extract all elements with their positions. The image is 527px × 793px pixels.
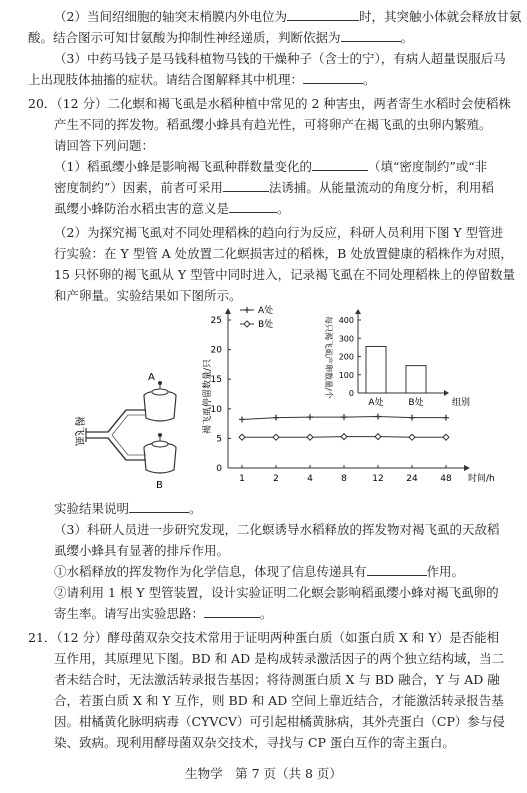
text-span: 和产卵量。实验结果如下图所示。	[54, 288, 242, 303]
data-point-plus	[375, 413, 381, 419]
x-axis-arrow	[464, 465, 470, 471]
text-line	[54, 179, 509, 196]
text-span: 互作用，其原理见下图。BD 和 AD 是构成转录激活因子的两个独立结构域，当二	[54, 651, 505, 666]
line-chart	[201, 304, 495, 484]
text-span: 法诱捕。从能量流动的角度分析，利用稻	[268, 180, 494, 195]
data-point-plus	[239, 416, 245, 422]
text-line	[54, 605, 509, 622]
text-span: 作用。	[426, 564, 465, 579]
text-span: （1）稻虱缨小蜂是影响褐飞虱种群数量变化的	[54, 159, 312, 174]
answer-blank[interactable]	[312, 159, 368, 171]
text-line	[54, 116, 509, 133]
legend-label: A处	[258, 306, 274, 316]
text-line	[54, 650, 509, 667]
x-tick-label: 2	[273, 474, 279, 484]
text-line	[54, 563, 509, 580]
text-span: 21．（12 分）酵母菌双杂交技术常用于证明两种蛋白质（如蛋白质 X 和 Y）是否能相	[28, 630, 500, 645]
data-point-plus	[273, 415, 279, 421]
bar-y-arrow	[355, 309, 361, 314]
text-span: 因。柑橘黄化脉明病毒（CYVCV）可引起柑橘黄脉病，其外壳蛋白（CP）参与侵	[54, 714, 505, 729]
data-point-diamond	[239, 434, 245, 440]
text-line	[54, 266, 516, 283]
text-span: 虱缨小蜂防治水稻虫害的意义是	[54, 201, 230, 216]
data-point-diamond	[375, 434, 381, 440]
x-tick-label: 48	[440, 474, 452, 484]
y-axis-label: 褐飞虱停留数量/只	[203, 358, 213, 434]
text-span: 酸。结合图示可知甘氨酸为抑制性神经递质，判断依据为	[28, 30, 341, 45]
text-line	[54, 137, 509, 154]
data-point-diamond	[443, 434, 449, 440]
y-tick-label: 25	[210, 316, 222, 326]
answer-blank[interactable]	[223, 180, 269, 192]
x-tick-label: 12	[372, 474, 384, 484]
text-span: ②请利用 1 根 Y 型管装置，设计实验证明二化螟会影响稻虱缨小蜂对褐飞虱卵的	[54, 585, 499, 600]
data-point-diamond	[409, 434, 415, 440]
text-line	[54, 8, 522, 25]
y-tick-label: 5	[216, 434, 222, 445]
text-span: 。	[260, 606, 273, 621]
y-tube-apparatus	[73, 372, 176, 491]
text-span: 。	[400, 30, 414, 45]
legend-marker	[244, 321, 250, 327]
text-line	[28, 629, 509, 646]
y-tick-label: 10	[210, 404, 222, 415]
bar-y-axis-label: 每只褐飞虱产卵数量/个	[324, 316, 333, 399]
text-span: 虱缨小蜂具有显著的排斥作用。	[54, 543, 230, 558]
data-point-plus	[341, 414, 347, 420]
label-b: B	[156, 480, 163, 491]
text-line	[54, 584, 509, 601]
text-line	[28, 29, 509, 46]
text-span: （2）当间绍细胞的轴突末梢膜内外电位为	[54, 9, 287, 24]
text-span: （填“密度制约”或“非	[367, 159, 488, 174]
text-span: （2）为探究褐飞虱对不同处理稻株的趋向行为反应，科研人员利用下图 Y 型管进	[54, 225, 504, 240]
text-span: 寄生率。请写出实验思路：	[54, 606, 205, 621]
bar-y-tick-label: 300	[338, 334, 354, 344]
label-a: A	[148, 372, 155, 383]
figure-svg	[28, 298, 508, 493]
text-span: 上出现肢体抽搐的症状。请结合图解释其中机理：	[28, 72, 304, 87]
x-axis-label: 时间/h	[468, 474, 495, 484]
y-axis-arrow	[225, 308, 231, 314]
bar	[366, 346, 386, 393]
text-line	[54, 521, 509, 538]
text-span: （3）中药马钱子是马钱科植物马钱的干燥种子（含士的宁），有病人超量误服后马	[54, 51, 506, 66]
x-tick-label: 4	[307, 474, 313, 484]
answer-blank[interactable]	[287, 9, 359, 21]
answer-blank[interactable]	[367, 564, 427, 576]
text-line	[54, 671, 509, 688]
answer-blank[interactable]	[129, 501, 189, 513]
text-span: 。	[363, 72, 376, 87]
text-span: 15 只怀卵的褐飞虱从 Y 型管中同时进入，记录褐飞虱在不同处理稻株上的停留数量	[54, 267, 516, 282]
x-tick-label: 24	[406, 474, 418, 484]
answer-blank[interactable]	[341, 30, 401, 42]
text-line	[54, 734, 509, 751]
text-span: 合，若蛋白质 X 和 Y 互作，则 BD 和 AD 空间上靠近结合，才能激活转录报告基	[54, 693, 504, 708]
bar-chart-inset	[324, 309, 470, 408]
text-line	[54, 50, 509, 67]
data-point-plus	[307, 414, 313, 420]
insect-label: 褐飞虱	[73, 416, 84, 446]
text-span: 染、致病。现利用酵母菌双杂交技术，寻找与 CP 蛋白互作的寄主蛋白。	[54, 735, 455, 750]
text-line	[54, 224, 509, 241]
text-span: 者未结合时，无法激活转录报告基因；将待测蛋白质 X 与 BD 融合，Y 与 AD 融	[54, 672, 500, 687]
data-point-plus	[443, 415, 449, 421]
text-line	[54, 713, 509, 730]
text-line	[54, 245, 513, 262]
legend-label: B处	[258, 320, 274, 330]
text-span: ①水稻释放的挥发物作为化学信息，体现了信息传递具有	[54, 564, 367, 579]
legend-marker	[244, 307, 250, 313]
text-span: 产生不同的挥发物。稻虱缨小蜂具有趋光性，可将卵产在褐飞虱的虫卵内繁殖。	[54, 117, 492, 132]
bar-y-tick-label: 100	[338, 370, 354, 380]
text-line	[54, 500, 509, 517]
y-tick-label: 0	[216, 464, 222, 474]
text-span: 行实验：在 Y 型管 A 处放置二化螟损害过的稻株，B 处放置健康的稻株作为对照，	[54, 246, 513, 261]
bar-y-tick-label: 0	[348, 389, 354, 398]
bar-category-label: A处	[368, 398, 384, 408]
text-span: 请回答下列问题：	[54, 138, 155, 153]
text-line	[54, 158, 509, 175]
bar-x-arrow	[444, 390, 449, 396]
data-point-diamond	[341, 434, 347, 440]
x-tick-label: 8	[341, 474, 347, 484]
data-point-plus	[409, 415, 415, 421]
text-span: （3）科研人员进一步研究发现，二化螟诱导水稻释放的挥发物对褐飞虱的天敌稻	[54, 522, 500, 537]
y-tick-label: 15	[210, 375, 222, 386]
text-span: 。	[189, 501, 202, 516]
text-span: 时，其突触小体就会释放甘氨	[358, 9, 522, 24]
page-footer: 生物学 第 7 页（共 8 页）	[185, 766, 342, 781]
text-span: 密度制约”）因素，前者可采用	[54, 180, 223, 195]
text-line	[54, 200, 509, 217]
experiment-figure	[28, 298, 508, 493]
bar-y-tick-label: 200	[338, 352, 354, 362]
text-line	[28, 95, 509, 112]
text-span: 。	[277, 201, 290, 216]
data-point-diamond	[273, 434, 279, 440]
answer-blank[interactable]	[303, 72, 363, 84]
text-line	[54, 542, 509, 559]
data-point-diamond	[307, 434, 313, 440]
answer-blank[interactable]	[204, 606, 260, 618]
bar-y-tick-label: 400	[338, 316, 354, 325]
text-span: 实验结果说明	[54, 501, 130, 516]
y-tick-label: 20	[210, 345, 222, 356]
text-span: 20．（12 分）二化螟和褐飞虱是水稻种植中常见的 2 种害虫，两者寄生水稻时会使稻株	[28, 96, 511, 111]
text-line	[28, 71, 509, 88]
bar	[406, 366, 426, 393]
bar-category-label: B处	[408, 398, 424, 408]
answer-blank[interactable]	[229, 201, 277, 213]
bar-x-axis-label: 组别	[452, 398, 471, 408]
x-tick-label: 1	[239, 474, 245, 484]
text-line	[54, 692, 509, 709]
